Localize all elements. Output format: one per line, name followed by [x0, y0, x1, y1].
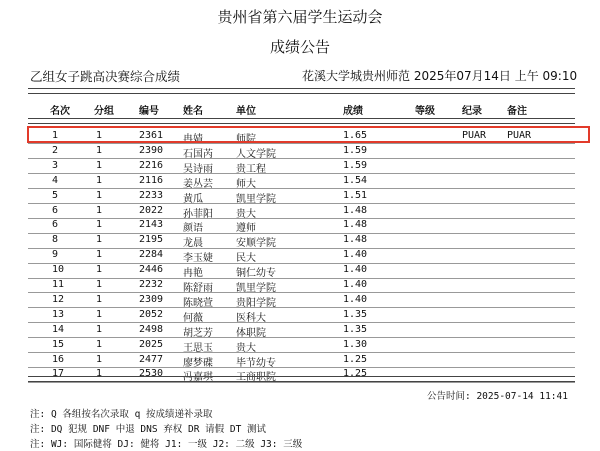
row-separator [28, 173, 575, 174]
row-separator [28, 278, 575, 279]
cell-remark: PUAR [507, 130, 532, 141]
cell-number: 2022 [139, 204, 164, 216]
cell-unit: 师大 [236, 178, 256, 190]
cell-group: 1 [96, 338, 103, 350]
cell-rank: 12 [52, 293, 65, 305]
cell-rank: 17 [52, 368, 65, 380]
cell-name: 何薇 [183, 312, 203, 324]
note-grade-codes: 注: WJ: 国际健将 DJ: 健将 J1: 一级 J2: 二级 J3: 三级 [30, 439, 303, 450]
cell-unit: 毕节幼专 [236, 357, 276, 369]
cell-result: 1.59 [343, 159, 368, 171]
cell-name: 李玉婕 [183, 253, 213, 265]
cell-number: 2052 [139, 308, 164, 320]
note-qualification: 注: Q 各组按名次录取 q 按成绩递补录取 [30, 409, 213, 420]
cell-group: 1 [96, 159, 103, 171]
cell-unit: 贵阳学院 [236, 297, 276, 309]
cell-group: 1 [96, 219, 103, 231]
col-result: 成绩 [343, 106, 363, 117]
cell-name: 姜丛芸 [183, 178, 213, 190]
row-separator [28, 292, 575, 293]
cell-group: 1 [96, 323, 103, 335]
cell-unit: 工商职院 [236, 372, 276, 384]
cell-rank: 13 [52, 308, 65, 320]
cell-result: 1.35 [343, 308, 368, 320]
cell-rank: 5 [52, 189, 59, 201]
cell-group: 1 [96, 308, 103, 320]
event-name: 乙组女子跳高决赛综合成绩 [30, 69, 181, 84]
cell-group: 1 [96, 293, 103, 305]
cell-group: 1 [96, 189, 103, 201]
announcement-title: 成绩公告 [269, 38, 330, 56]
cell-rank: 1 [52, 130, 59, 141]
col-level: 等级 [415, 106, 435, 117]
cell-number: 2233 [139, 189, 164, 201]
cell-unit: 安顺学院 [236, 238, 276, 250]
row-separator [28, 337, 575, 338]
cell-result: 1.40 [343, 279, 368, 290]
cell-group: 1 [96, 174, 103, 186]
cell-rank: 16 [52, 353, 65, 365]
cell-group: 1 [96, 249, 103, 261]
cell-number: 2284 [139, 249, 164, 261]
cell-number: 2361 [139, 130, 164, 141]
meet-title: 贵州省第六届学生运动会 [217, 8, 383, 26]
cell-number: 2143 [139, 219, 164, 231]
header-bottom-rule [28, 118, 575, 124]
cell-result: 1.54 [343, 174, 368, 186]
col-name: 姓名 [183, 106, 203, 117]
col-number: 编号 [139, 106, 159, 117]
cell-rank: 10 [52, 264, 65, 276]
cell-result: 1.48 [343, 204, 368, 216]
cell-rank: 2 [52, 144, 59, 156]
row-separator [28, 322, 575, 323]
row-separator [28, 218, 575, 219]
cell-result: 1.25 [343, 368, 368, 380]
cell-name: 黄瓜 [183, 193, 203, 205]
cell-name: 冉艳 [183, 268, 203, 280]
cell-group: 1 [96, 204, 103, 216]
cell-name: 冯嘉琪 [183, 372, 213, 384]
note-status-codes: 注: DQ 犯规 DNF 中退 DNS 弃权 DR 请假 DT 测试 [30, 424, 267, 435]
cell-rank: 15 [52, 338, 65, 350]
row-separator [28, 248, 575, 249]
venue-and-time: 花溪大学城贵州师范 2025年07月14日 上午 09:10 [302, 69, 578, 83]
cell-unit: 贵大 [236, 208, 256, 220]
row-separator [28, 233, 575, 234]
cell-group: 1 [96, 130, 103, 141]
cell-number: 2477 [139, 353, 164, 365]
cell-group: 1 [96, 144, 103, 156]
cell-unit: 师院 [236, 134, 256, 145]
cell-group: 1 [96, 353, 103, 365]
cell-group: 1 [96, 264, 103, 276]
cell-unit: 人文学院 [236, 148, 276, 160]
cell-group: 1 [96, 279, 103, 290]
cell-result: 1.35 [343, 323, 368, 335]
cell-result: 1.51 [343, 189, 368, 201]
cell-unit: 铜仁幼专 [236, 268, 276, 280]
cell-unit: 贵大 [236, 342, 256, 354]
cell-number: 2216 [139, 159, 164, 171]
publish-time: 公告时间: 2025-07-14 11:41 [427, 391, 568, 402]
cell-result: 1.40 [343, 264, 368, 276]
cell-name: 孙菲阳 [183, 208, 213, 220]
col-rank: 名次 [50, 106, 70, 117]
cell-name: 陈舒雨 [183, 283, 213, 294]
cell-result: 1.25 [343, 353, 368, 365]
cell-name: 吴诗雨 [183, 163, 213, 175]
cell-rank: 11 [52, 279, 65, 290]
cell-unit: 民大 [236, 253, 256, 265]
row-separator [28, 143, 575, 144]
col-record: 纪录 [462, 106, 482, 117]
row-separator [28, 367, 575, 368]
cell-name: 王思玉 [183, 342, 213, 354]
cell-name: 陈晓萱 [183, 297, 213, 309]
cell-unit: 凯里学院 [236, 283, 276, 294]
cell-name: 胡芝芳 [183, 327, 213, 339]
cell-result: 1.40 [343, 249, 368, 261]
cell-number: 2498 [139, 323, 164, 335]
cell-name: 廖梦碟 [183, 357, 213, 369]
cell-number: 2446 [139, 264, 164, 276]
cell-number: 2195 [139, 234, 164, 246]
cell-record: PUAR [462, 130, 487, 141]
cell-number: 2390 [139, 144, 164, 156]
cell-number: 2116 [139, 174, 164, 186]
row-separator [28, 203, 575, 204]
cell-number: 2530 [139, 368, 164, 380]
cell-unit: 凯里学院 [236, 193, 276, 205]
cell-unit: 医科大 [236, 312, 266, 324]
cell-result: 1.65 [343, 130, 368, 141]
row-separator [28, 307, 575, 308]
cell-name: 石国芮 [183, 148, 213, 160]
cell-result: 1.30 [343, 338, 368, 350]
col-remark: 备注 [507, 106, 527, 117]
cell-number: 2232 [139, 279, 164, 290]
cell-rank: 4 [52, 174, 59, 186]
cell-group: 1 [96, 368, 103, 380]
cell-rank: 8 [52, 234, 59, 246]
cell-rank: 14 [52, 323, 65, 335]
cell-result: 1.40 [343, 293, 368, 305]
header-top-rule [28, 88, 575, 94]
cell-result: 1.59 [343, 144, 368, 156]
table-bottom-rule [28, 376, 575, 382]
first-place-highlight [27, 126, 590, 143]
cell-number: 2309 [139, 293, 164, 305]
row-separator [28, 263, 575, 264]
cell-name: 龙晨 [183, 238, 203, 250]
cell-rank: 9 [52, 249, 59, 261]
cell-unit: 贵工程 [236, 163, 266, 175]
row-separator [28, 188, 575, 189]
row-separator [28, 158, 575, 159]
cell-unit: 体职院 [236, 327, 266, 339]
cell-group: 1 [96, 234, 103, 246]
cell-rank: 3 [52, 159, 59, 171]
col-group: 分组 [94, 106, 114, 117]
col-unit: 单位 [236, 106, 256, 117]
cell-rank: 6 [52, 204, 59, 216]
cell-name: 冉婧 [183, 134, 203, 145]
row-separator [28, 352, 575, 353]
cell-unit: 遵师 [236, 223, 256, 235]
cell-number: 2025 [139, 338, 164, 350]
cell-result: 1.48 [343, 234, 368, 246]
cell-rank: 6 [52, 219, 59, 231]
cell-name: 颜语 [183, 223, 203, 235]
cell-result: 1.48 [343, 219, 368, 231]
